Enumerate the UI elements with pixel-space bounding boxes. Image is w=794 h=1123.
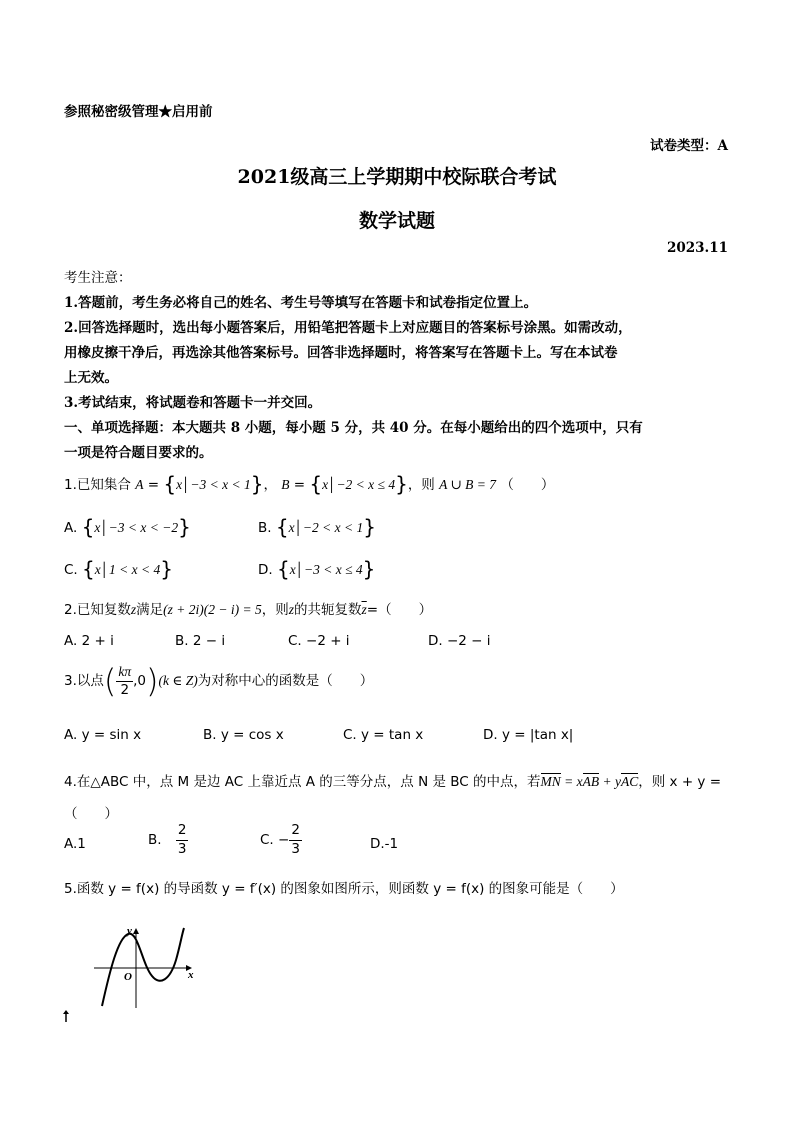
q2-option-d[interactable]: D. −2 − i xyxy=(428,633,491,649)
q1-option-d[interactable]: D. {x│−3 < x ≤ 4} xyxy=(258,557,376,581)
q4-option-c-label: C. − xyxy=(260,832,290,848)
q1-option-b-label: B. xyxy=(258,520,272,536)
q1-set-b: x│−2 < x ≤ 4 xyxy=(322,477,396,492)
q2-var-z: z xyxy=(130,602,137,617)
notice-item-2-line-2: 用橡皮擦干净后，再选涂其他答案标号。回答非选择题时，将答案写在答题卡上。写在本试卷 xyxy=(64,345,618,361)
q5-derivative-graph xyxy=(88,920,200,1012)
q1-paren: （ ） xyxy=(500,477,555,493)
q5-derivative-curve xyxy=(102,928,184,1006)
q2-var-z-2: z xyxy=(288,602,294,617)
q3-option-a[interactable]: A. y = sin x xyxy=(64,727,142,743)
paper-type: 试卷类型：A xyxy=(650,138,728,154)
notice-item-2-line-1: 2.回答选择题时，选出每小题答案后，用铅笔把答题卡上对应题目的答案标号涂黑。如需改动， xyxy=(64,320,632,336)
q4-option-b-den: 3 xyxy=(177,840,187,857)
q2-prefix: 2.已知复数 xyxy=(64,602,131,618)
question-4-line-1 xyxy=(64,770,721,790)
q3-condition: (k ∈ Z) xyxy=(158,673,198,688)
q1-option-a[interactable]: A. {x│−3 < x < −2} xyxy=(64,515,191,539)
q2-option-a[interactable]: A. 2 + i xyxy=(64,633,114,649)
q1-option-b[interactable]: B. {x│−2 < x < 1} xyxy=(258,515,376,539)
q4-vector-ab: AB xyxy=(582,774,600,789)
q1-option-a-text: x│−3 < x < −2 xyxy=(94,520,179,535)
q5-y-arrow xyxy=(133,928,139,934)
q1-mid: ，则 xyxy=(407,477,435,493)
q3-option-d[interactable]: D. y = |tan x| xyxy=(483,727,574,743)
q2-mid3: 的共轭复数 xyxy=(294,602,362,618)
confidential-label: 参照秘密级管理★启用前 xyxy=(64,104,213,120)
q4-eq1: = x xyxy=(560,774,583,789)
q2-option-b[interactable]: B. 2 − i xyxy=(175,633,226,649)
q4-text-b: ，则 x + y = xyxy=(638,774,722,790)
q4-eq2: + y xyxy=(599,774,621,789)
q1-option-a-label: A. xyxy=(64,520,78,536)
q4-option-b[interactable] xyxy=(148,824,188,856)
question-2 xyxy=(64,598,432,618)
anchor-arrow-icon xyxy=(62,1010,70,1022)
notice-item-3: 3.考试结束，将试题卷和答题卡一并交回。 xyxy=(64,395,322,411)
exam-title: 2021级高三上学期期中校际联合考试 xyxy=(237,166,557,188)
q1-option-d-text: x│−3 < x ≤ 4 xyxy=(289,562,363,577)
question-1: 1.已知集合 A = {x│−3 < x < 1}， B = {x│−2 < x ≤ 4}，则 A ∪ B = 7 （ ） xyxy=(64,472,555,496)
q5-x-label: x xyxy=(188,969,194,981)
q5-y-label: y xyxy=(127,925,132,937)
q1-expr: A ∪ B = 7 xyxy=(439,477,497,492)
q3-frac-num: kπ xyxy=(118,663,132,679)
q3-prefix: 3.以点 xyxy=(64,673,104,689)
q3-option-b[interactable]: B. y = cos x xyxy=(203,727,284,743)
q2-conjugate-z: $\overline{z}$ xyxy=(361,602,367,617)
q1-set-a-name: A xyxy=(135,477,144,492)
q2-option-c[interactable]: C. −2 + i xyxy=(288,633,350,649)
q4-vector-ac: AC xyxy=(620,774,639,789)
q4-option-a[interactable]: A.1 xyxy=(64,836,86,852)
q3-option-c[interactable]: C. y = tan x xyxy=(343,727,424,743)
q1-set-a: x│−3 < x < 1 xyxy=(176,477,251,492)
q2-mid1: 满足 xyxy=(136,602,164,618)
q3-suffix: 为对称中心的函数是（ ） xyxy=(197,673,374,689)
q4-option-b-num: 2 xyxy=(176,824,189,841)
q4-option-d[interactable]: D.-1 xyxy=(370,836,399,852)
q2-mid2: ，则 xyxy=(261,602,289,618)
notice-heading: 考生注意： xyxy=(64,270,132,286)
q1-option-c[interactable]: C. {x│1 < x < 4} xyxy=(64,557,174,581)
q1-option-b-text: x│−2 < x < 1 xyxy=(288,520,364,535)
q3-frac-den: 2 xyxy=(120,682,130,698)
q4-vector-mn: MN xyxy=(540,774,561,789)
q2-equation: (z + 2i)(2 − i) = 5 xyxy=(163,602,262,617)
q3-zero: ,0 xyxy=(133,673,147,689)
q4-option-c-den: 3 xyxy=(291,840,300,857)
q2-end: =（ ） xyxy=(366,602,433,618)
notice-item-1: 1.答题前，考生务必将自己的姓名、考生号等填写在答题卡和试卷指定位置上。 xyxy=(64,295,538,311)
q1-prefix: 1.已知集合 xyxy=(64,477,131,493)
notice-item-2-line-3: 上无效。 xyxy=(64,370,118,386)
q1-set-b-name: B xyxy=(281,477,290,492)
q4-text-a: 4.在△ABC 中，点 M 是边 AC 上靠近点 A 的三等分点，点 N 是 BC 的中点，若 xyxy=(64,774,541,790)
section-1-line-2: 一项是符合题目要求的。 xyxy=(64,445,213,461)
section-1-line-1: 一、单项选择题：本大题共 8 小题，每小题 5 分，共 40 分。在每小题给出的四个选项中，只有 xyxy=(64,420,643,436)
question-3: 3.以点( $\frac{k\pi}{2}$ ,0)(k ∈ Z)为对称中心的函数是（ ） xyxy=(64,662,374,700)
q5-origin-label: O xyxy=(124,971,132,983)
exam-date: 2023.11 xyxy=(666,240,728,256)
q4-option-c-num: 2 xyxy=(289,824,302,841)
question-5: 5.函数 y = f(x) 的导函数 y = f′(x) 的图象如图所示，则函数 y = f(x) 的图象可能是（ ） xyxy=(64,881,624,897)
q1-option-d-label: D. xyxy=(258,562,273,578)
exam-subtitle: 数学试题 xyxy=(358,210,435,232)
q4-option-b-label: B. xyxy=(148,832,162,848)
q1-option-c-label: C. xyxy=(64,562,78,578)
q4-option-c[interactable] xyxy=(260,824,302,856)
question-4-line-2: （ ） xyxy=(64,806,118,822)
q1-option-c-text: x│1 < x < 4 xyxy=(94,562,161,577)
